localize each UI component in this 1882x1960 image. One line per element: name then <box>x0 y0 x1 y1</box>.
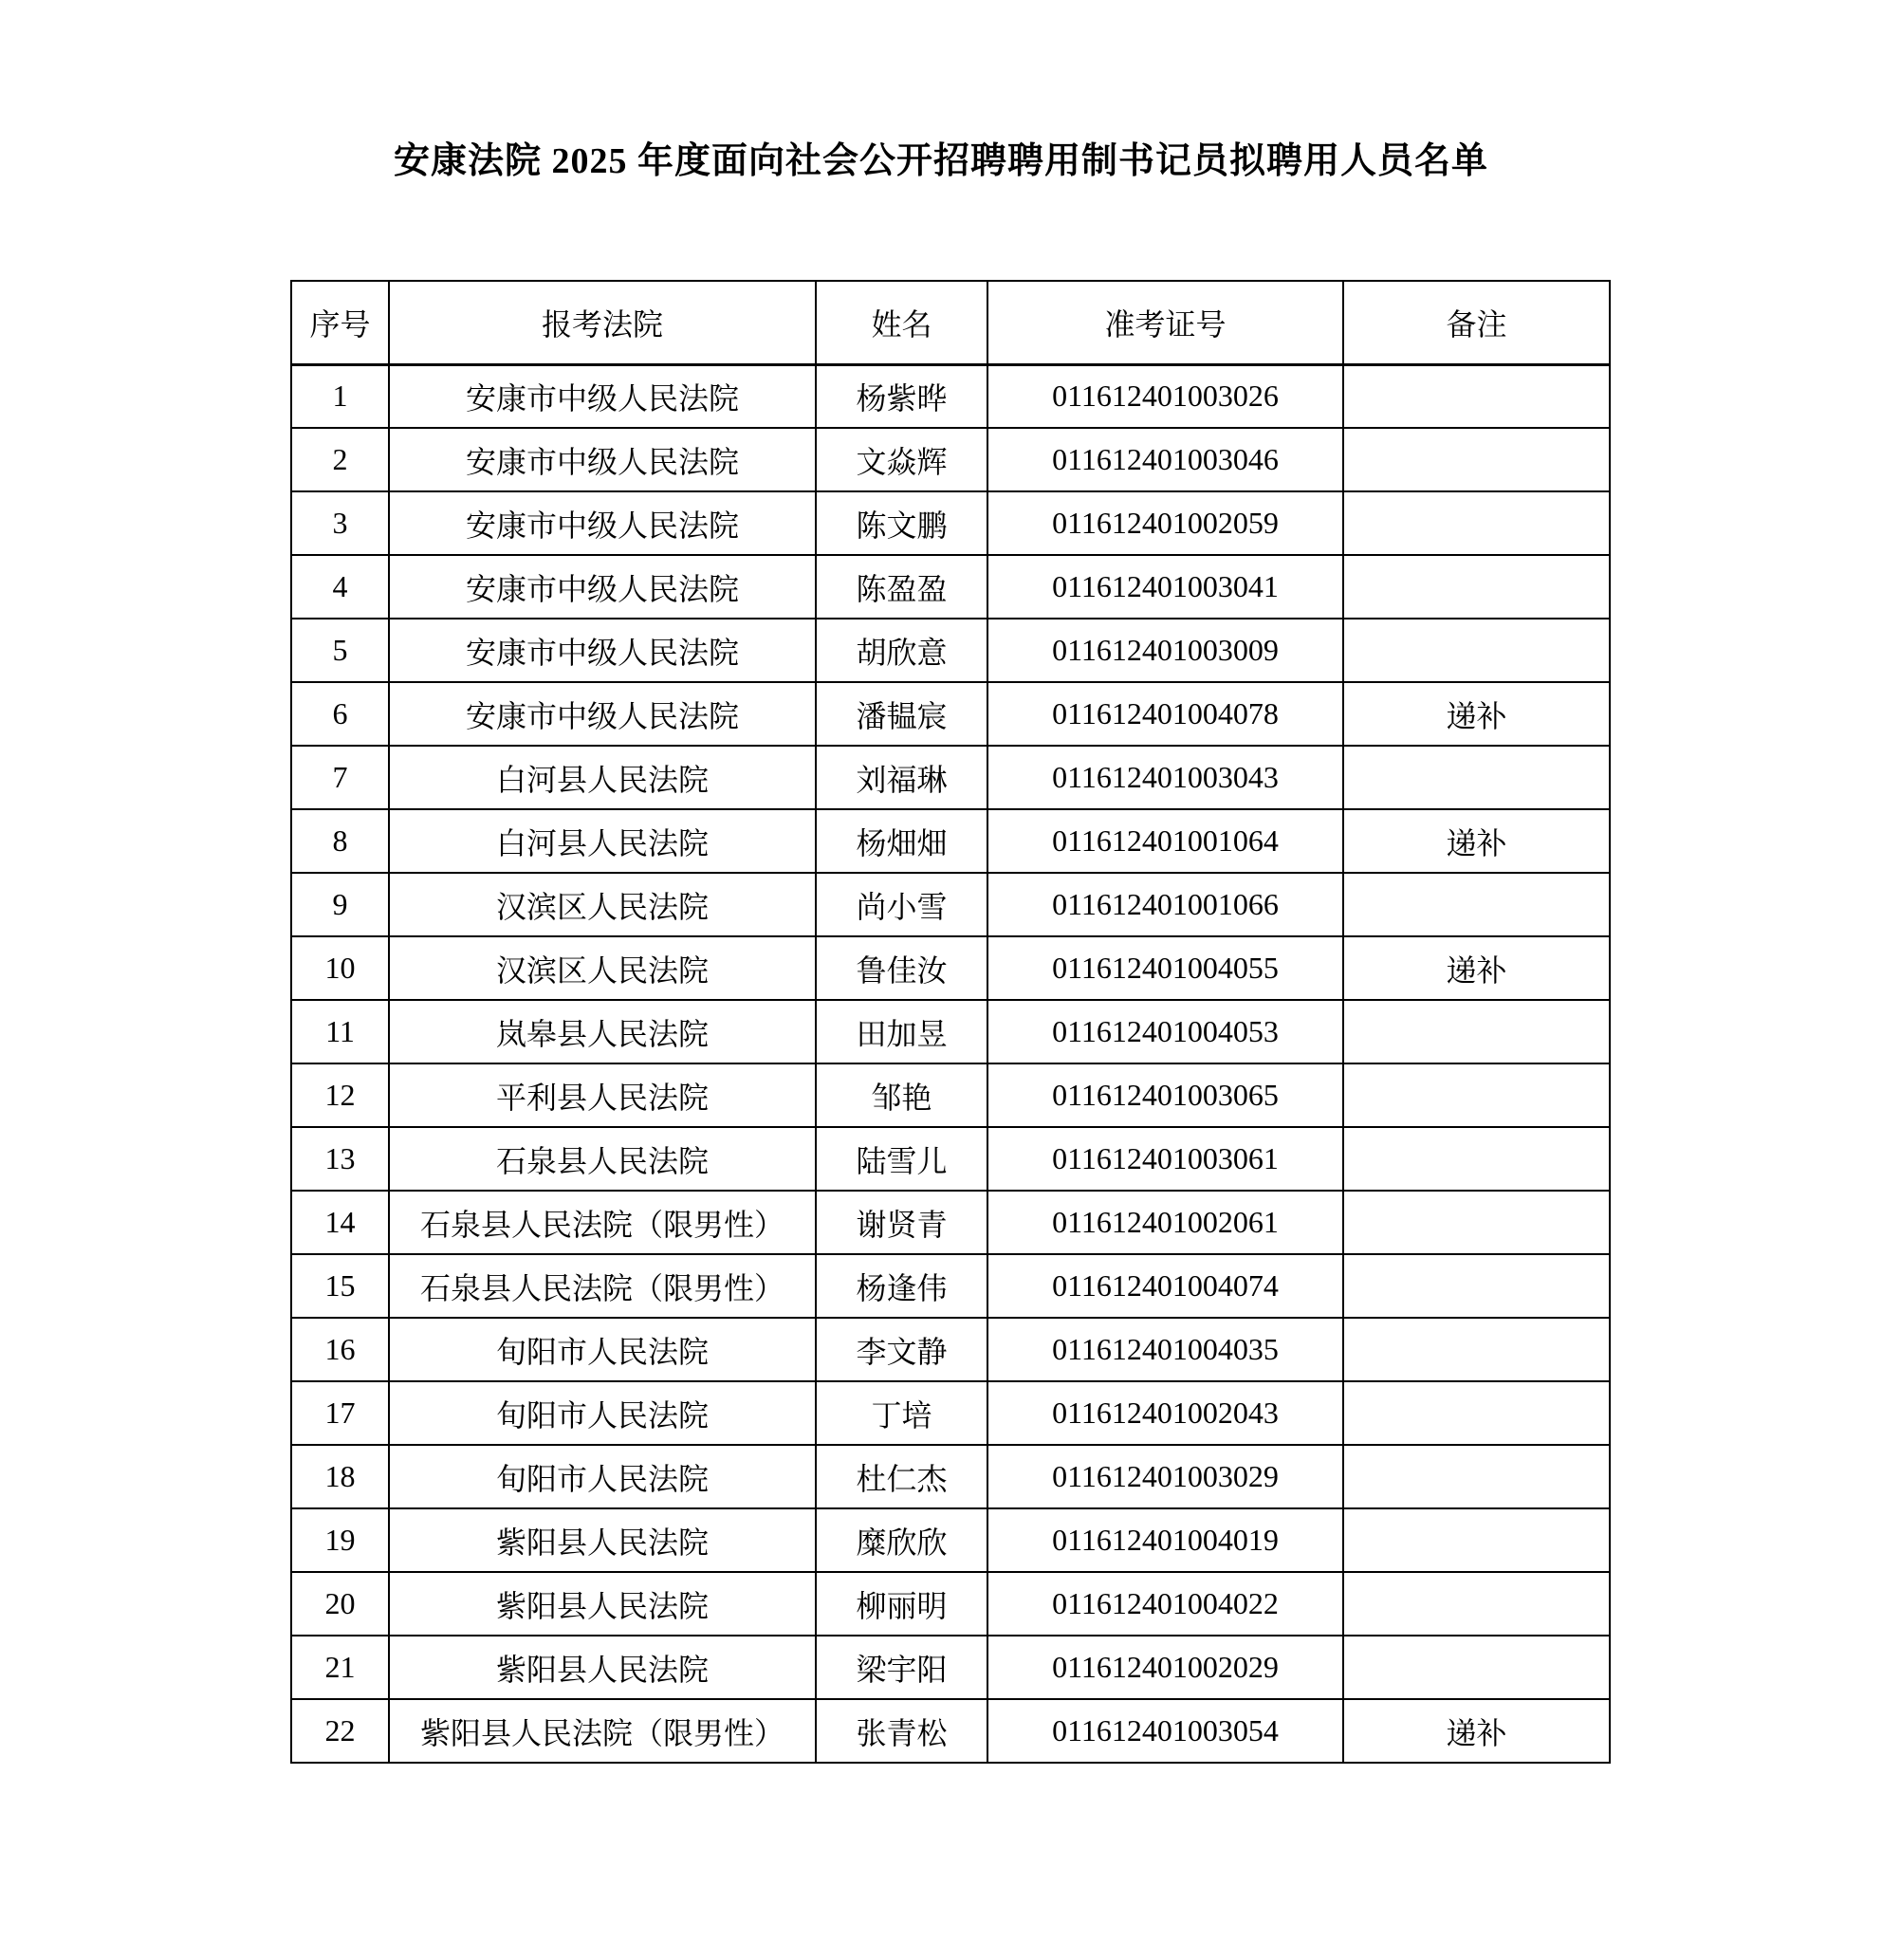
cell-serial-number: 11 <box>291 1000 389 1063</box>
table-row <box>291 1318 1610 1381</box>
cell-ticket-number: 011612401001066 <box>987 873 1343 936</box>
cell-ticket-number: 011612401004078 <box>987 682 1343 746</box>
cell-court-applied: 安康市中级人民法院 <box>389 555 816 619</box>
cell-serial-number: 19 <box>291 1508 389 1572</box>
table-row <box>291 746 1610 809</box>
cell-court-applied: 汉滨区人民法院 <box>389 873 816 936</box>
cell-court-applied: 紫阳县人民法院 <box>389 1508 816 1572</box>
cell-name: 胡欣意 <box>816 619 987 682</box>
cell-serial-number: 5 <box>291 619 389 682</box>
cell-ticket-number: 011612401004055 <box>987 936 1343 1000</box>
cell-court-applied: 汉滨区人民法院 <box>389 936 816 1000</box>
cell-remark <box>1343 364 1610 428</box>
cell-remark <box>1343 1127 1610 1191</box>
table-row <box>291 1699 1610 1763</box>
cell-serial-number: 14 <box>291 1191 389 1254</box>
cell-name: 杨畑畑 <box>816 809 987 873</box>
cell-ticket-number: 011612401003061 <box>987 1127 1343 1191</box>
cell-name: 张青松 <box>816 1699 987 1763</box>
cell-ticket-number: 011612401002043 <box>987 1381 1343 1445</box>
cell-name: 柳丽明 <box>816 1572 987 1636</box>
cell-ticket-number: 011612401001064 <box>987 809 1343 873</box>
cell-remark <box>1343 1572 1610 1636</box>
cell-serial-number: 10 <box>291 936 389 1000</box>
cell-serial-number: 16 <box>291 1318 389 1381</box>
cell-remark <box>1343 1063 1610 1127</box>
table-row <box>291 1445 1610 1508</box>
cell-ticket-number: 011612401003054 <box>987 1699 1343 1763</box>
header-court-applied: 报考法院 <box>389 281 816 364</box>
cell-ticket-number: 011612401003043 <box>987 746 1343 809</box>
cell-court-applied: 安康市中级人民法院 <box>389 682 816 746</box>
table-row <box>291 491 1610 555</box>
cell-name: 梁宇阳 <box>816 1636 987 1699</box>
table-row <box>291 1381 1610 1445</box>
cell-serial-number: 15 <box>291 1254 389 1318</box>
cell-serial-number: 4 <box>291 555 389 619</box>
table-row <box>291 1063 1610 1127</box>
cell-serial-number: 20 <box>291 1572 389 1636</box>
table-row <box>291 1127 1610 1191</box>
cell-remark <box>1343 1508 1610 1572</box>
cell-name: 文焱辉 <box>816 428 987 491</box>
roster-table <box>290 280 1611 1764</box>
cell-serial-number: 9 <box>291 873 389 936</box>
cell-remark <box>1343 619 1610 682</box>
cell-ticket-number: 011612401004053 <box>987 1000 1343 1063</box>
table-row <box>291 936 1610 1000</box>
cell-court-applied: 旬阳市人民法院 <box>389 1318 816 1381</box>
cell-ticket-number: 011612401004035 <box>987 1318 1343 1381</box>
table-row <box>291 364 1610 428</box>
table-row <box>291 1508 1610 1572</box>
cell-serial-number: 18 <box>291 1445 389 1508</box>
cell-court-applied: 安康市中级人民法院 <box>389 428 816 491</box>
table-row <box>291 1636 1610 1699</box>
cell-court-applied: 紫阳县人民法院 <box>389 1636 816 1699</box>
cell-court-applied: 白河县人民法院 <box>389 746 816 809</box>
cell-court-applied: 白河县人民法院 <box>389 809 816 873</box>
cell-ticket-number: 011612401003041 <box>987 555 1343 619</box>
cell-name: 糜欣欣 <box>816 1508 987 1572</box>
cell-name: 杨紫晔 <box>816 364 987 428</box>
cell-serial-number: 22 <box>291 1699 389 1763</box>
table-row <box>291 1000 1610 1063</box>
cell-court-applied: 石泉县人民法院 <box>389 1127 816 1191</box>
roster-table-container <box>290 280 1609 1764</box>
table-row <box>291 428 1610 491</box>
cell-name: 刘福琳 <box>816 746 987 809</box>
cell-remark <box>1343 428 1610 491</box>
table-row <box>291 682 1610 746</box>
cell-ticket-number: 011612401002029 <box>987 1636 1343 1699</box>
cell-ticket-number: 011612401003046 <box>987 428 1343 491</box>
cell-serial-number: 1 <box>291 364 389 428</box>
cell-ticket-number: 011612401003009 <box>987 619 1343 682</box>
cell-court-applied: 安康市中级人民法院 <box>389 491 816 555</box>
cell-serial-number: 8 <box>291 809 389 873</box>
cell-serial-number: 17 <box>291 1381 389 1445</box>
header-name: 姓名 <box>816 281 987 364</box>
table-row <box>291 873 1610 936</box>
cell-name: 邹艳 <box>816 1063 987 1127</box>
cell-court-applied: 安康市中级人民法院 <box>389 619 816 682</box>
cell-ticket-number: 011612401004019 <box>987 1508 1343 1572</box>
cell-court-applied: 安康市中级人民法院 <box>389 364 816 428</box>
page-title: 安康法院 2025 年度面向社会公开招聘聘用制书记员拟聘用人员名单 <box>393 141 1488 181</box>
cell-serial-number: 2 <box>291 428 389 491</box>
cell-name: 陆雪儿 <box>816 1127 987 1191</box>
cell-remark: 递补 <box>1343 682 1610 746</box>
cell-remark <box>1343 1254 1610 1318</box>
cell-serial-number: 6 <box>291 682 389 746</box>
cell-serial-number: 21 <box>291 1636 389 1699</box>
cell-name: 潘韫宸 <box>816 682 987 746</box>
table-row <box>291 1254 1610 1318</box>
cell-ticket-number: 011612401003029 <box>987 1445 1343 1508</box>
cell-ticket-number: 011612401002061 <box>987 1191 1343 1254</box>
cell-court-applied: 紫阳县人民法院（限男性） <box>389 1699 816 1763</box>
cell-court-applied: 旬阳市人民法院 <box>389 1445 816 1508</box>
cell-court-applied: 岚皋县人民法院 <box>389 1000 816 1063</box>
cell-name: 田加昱 <box>816 1000 987 1063</box>
cell-court-applied: 旬阳市人民法院 <box>389 1381 816 1445</box>
cell-name: 李文静 <box>816 1318 987 1381</box>
cell-remark <box>1343 491 1610 555</box>
cell-name: 鲁佳汝 <box>816 936 987 1000</box>
table-row <box>291 809 1610 873</box>
cell-remark: 递补 <box>1343 809 1610 873</box>
cell-ticket-number: 011612401004022 <box>987 1572 1343 1636</box>
cell-court-applied: 石泉县人民法院（限男性） <box>389 1254 816 1318</box>
cell-serial-number: 12 <box>291 1063 389 1127</box>
cell-remark <box>1343 1636 1610 1699</box>
cell-name: 丁培 <box>816 1381 987 1445</box>
cell-remark <box>1343 1318 1610 1381</box>
table-row <box>291 1572 1610 1636</box>
cell-remark <box>1343 1381 1610 1445</box>
cell-serial-number: 13 <box>291 1127 389 1191</box>
cell-court-applied: 紫阳县人民法院 <box>389 1572 816 1636</box>
header-serial-number: 序号 <box>291 281 389 364</box>
cell-serial-number: 3 <box>291 491 389 555</box>
cell-ticket-number: 011612401004074 <box>987 1254 1343 1318</box>
header-ticket-number: 准考证号 <box>987 281 1343 364</box>
cell-remark <box>1343 1000 1610 1063</box>
cell-court-applied: 石泉县人民法院（限男性） <box>389 1191 816 1254</box>
cell-remark: 递补 <box>1343 1699 1610 1763</box>
cell-name: 谢贤青 <box>816 1191 987 1254</box>
cell-ticket-number: 011612401003065 <box>987 1063 1343 1127</box>
cell-remark <box>1343 1191 1610 1254</box>
cell-remark <box>1343 746 1610 809</box>
cell-remark <box>1343 555 1610 619</box>
table-row <box>291 1191 1610 1254</box>
cell-name: 尚小雪 <box>816 873 987 936</box>
cell-serial-number: 7 <box>291 746 389 809</box>
header-remark: 备注 <box>1343 281 1610 364</box>
cell-remark <box>1343 1445 1610 1508</box>
cell-remark <box>1343 873 1610 936</box>
table-row <box>291 555 1610 619</box>
table-row <box>291 619 1610 682</box>
cell-name: 杜仁杰 <box>816 1445 987 1508</box>
cell-name: 陈盈盈 <box>816 555 987 619</box>
cell-ticket-number: 011612401003026 <box>987 364 1343 428</box>
cell-name: 杨逢伟 <box>816 1254 987 1318</box>
cell-court-applied: 平利县人民法院 <box>389 1063 816 1127</box>
cell-ticket-number: 011612401002059 <box>987 491 1343 555</box>
table-header-row <box>291 281 1610 364</box>
cell-remark: 递补 <box>1343 936 1610 1000</box>
cell-name: 陈文鹏 <box>816 491 987 555</box>
